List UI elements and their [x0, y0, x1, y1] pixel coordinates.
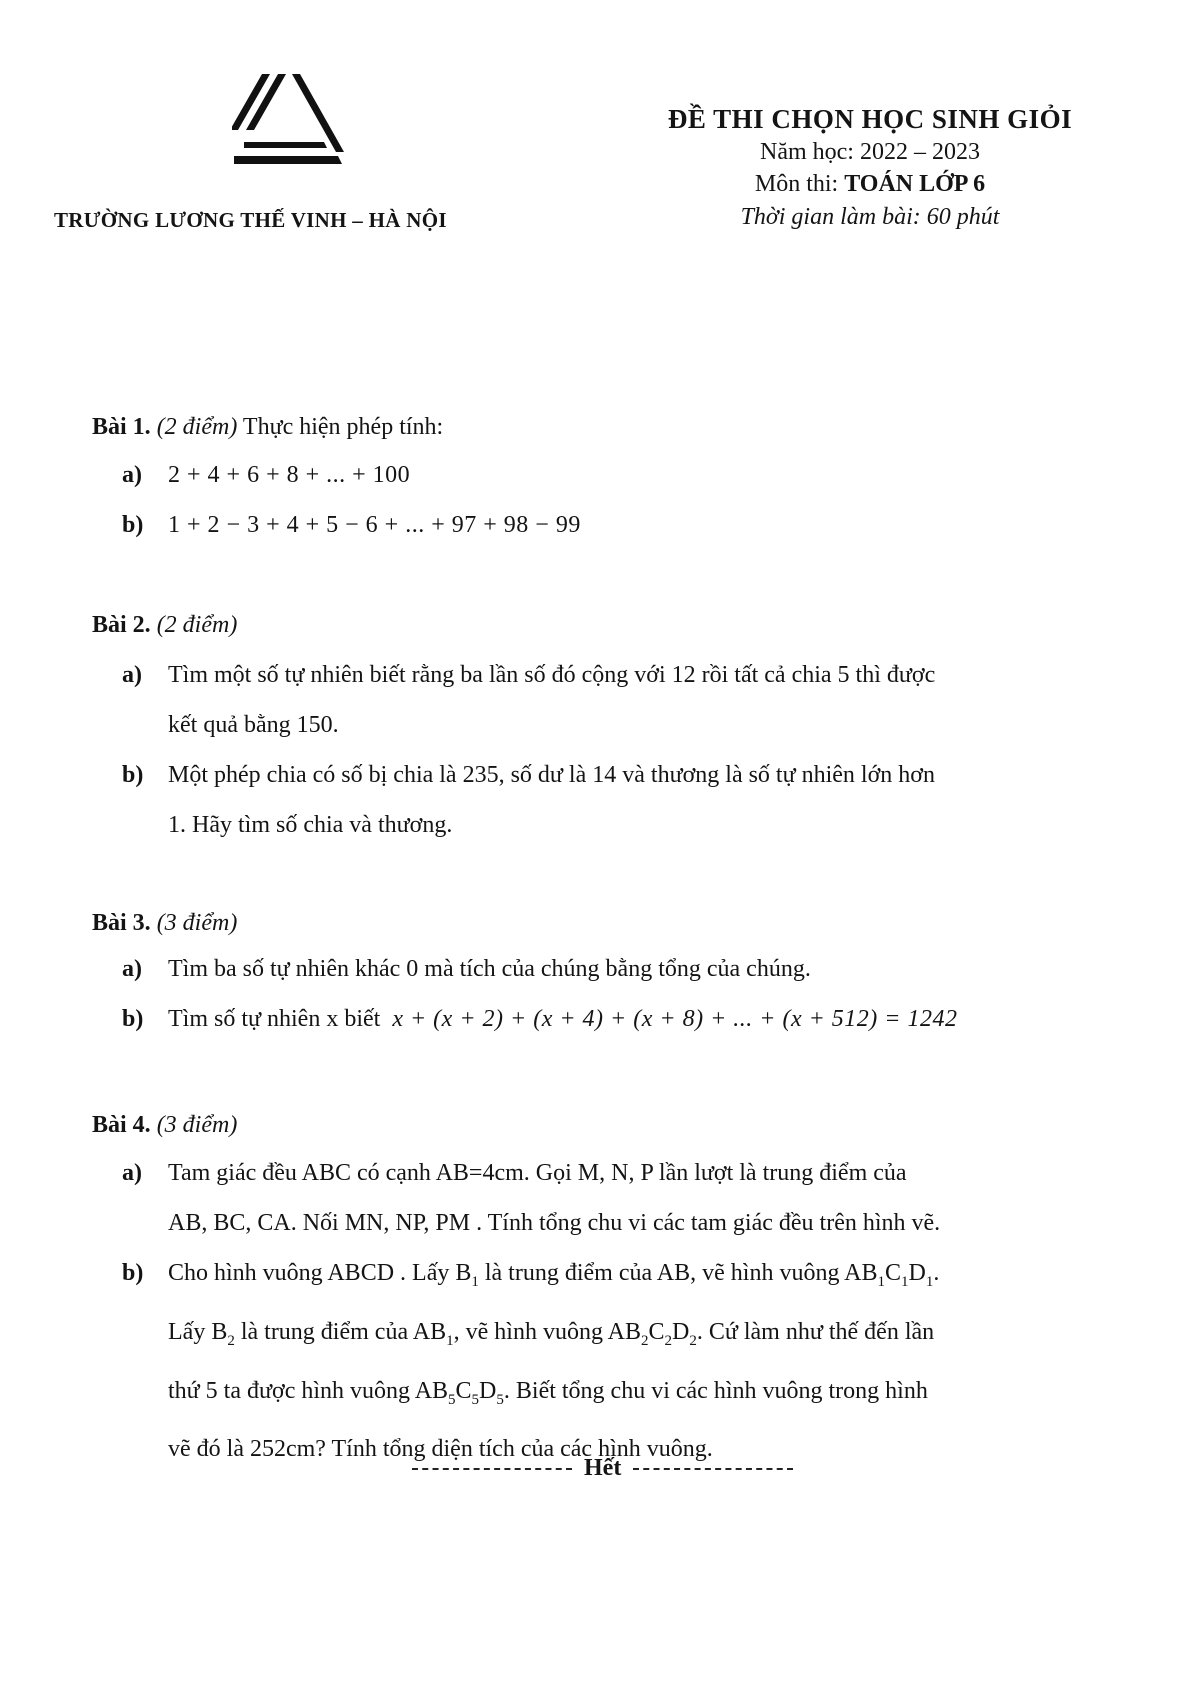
- time-label: Thời gian làm bài:: [740, 204, 921, 230]
- item-text-line-4: vẽ đó là 252cm? Tính tổng diện tích của các hình vuông.: [168, 1436, 713, 1463]
- problem-1-item-b: [92, 500, 1112, 550]
- item-text: Tìm số tự nhiên x biết: [168, 1006, 381, 1032]
- problem-2-item-a: [92, 650, 1112, 750]
- problem-1-item-a: [92, 450, 1112, 500]
- problem-number: Bài 2.: [92, 612, 151, 638]
- item-label: b): [122, 512, 144, 538]
- subject-label: Môn thi:: [754, 171, 839, 197]
- item-text-line-1: Tam giác đều ABC có cạnh AB=4cm. Gọi M, N, P lần lượt là trung điểm của: [168, 1160, 907, 1186]
- problem-3-item-b: [92, 994, 1112, 1044]
- problem-2: [92, 608, 1112, 850]
- subject-value: TOÁN LỚP 6: [844, 171, 986, 197]
- problem-4-item-b: [92, 1248, 1112, 1474]
- problem-points: (2 điểm): [156, 414, 238, 440]
- item-text-line-3: thứ 5 ta được hình vuông $AB_5C_5D_5$. Biết tổng chu vi các hình vuông trong hình: [168, 1377, 928, 1408]
- school-name: TRƯỜNG LƯƠNG THẾ VINH – HÀ NỘI: [54, 208, 447, 232]
- end-marker: [400, 1455, 820, 1482]
- time-value: 60 phút: [926, 204, 1000, 230]
- item-text-line-1: Một phép chia có số bị chia là 235, số dư là 14 và thương là số tự nhiên lớn hơn: [168, 762, 935, 788]
- item-label: a): [122, 462, 142, 488]
- problem-points: (2 điểm): [156, 612, 238, 638]
- problem-3: [92, 906, 1112, 1044]
- problem-4-title: [92, 1108, 1112, 1142]
- problem-2-title: [92, 608, 1112, 642]
- problem-number: Bài 1.: [92, 414, 151, 440]
- problem-instruction: Thực hiện phép tính:: [242, 414, 444, 440]
- divider: [412, 1468, 572, 1470]
- item-label: a): [122, 1160, 142, 1186]
- item-expression: 1 + 2 − 3 + 4 + 5 − 6 + ... + 97 + 98 − 99: [168, 512, 581, 538]
- item-text-line-1: Cho hình vuông ABCD . Lấy $B_1$ là trung điểm của AB, vẽ hình vuông $AB_1C_1D_1$.: [168, 1260, 940, 1290]
- item-text-line-1: Tìm một số tự nhiên biết rằng ba lần số đó cộng với 12 rồi tất cả chia 5 thì được: [168, 662, 936, 688]
- problem-3-item-a: [92, 944, 1112, 994]
- item-label: a): [122, 662, 142, 688]
- exam-header: [640, 102, 1100, 234]
- item-text: Tìm ba số tự nhiên khác 0 mà tích của chúng bằng tổng của chúng.: [168, 956, 811, 982]
- problem-1: [92, 410, 1112, 550]
- subject: [640, 168, 1100, 200]
- item-label: b): [122, 762, 144, 788]
- item-text-line-2: Lấy $B_2$ là trung điểm của $AB_1$, vẽ hình vuông $AB_2C_2D_2$. Cứ làm như thế đến lần: [168, 1318, 935, 1349]
- problem-points: (3 điểm): [156, 1112, 238, 1138]
- item-label: b): [122, 1006, 144, 1032]
- problem-4: [92, 1108, 1112, 1474]
- school-year-label: Năm học:: [760, 139, 854, 165]
- item-text-line-2: kết quả bằng 150.: [168, 712, 339, 738]
- school-year: [640, 136, 1100, 168]
- problem-3-title: [92, 906, 1112, 940]
- item-expression: 2 + 4 + 6 + 8 + ... + 100: [168, 462, 411, 488]
- item-label: a): [122, 956, 142, 982]
- exam-duration: [640, 200, 1100, 234]
- problem-2-item-b: [92, 750, 1112, 850]
- end-label: Hết: [584, 1455, 622, 1481]
- item-label: b): [122, 1260, 144, 1286]
- school-year-value: 2022 – 2023: [859, 139, 980, 165]
- exam-title: ĐỀ THI CHỌN HỌC SINH GIỎI: [667, 104, 1073, 134]
- problem-points: (3 điểm): [156, 910, 238, 936]
- school-logo-icon: [232, 72, 360, 168]
- divider: [633, 1468, 793, 1470]
- item-text-line-2: AB, BC, CA. Nối MN, NP, PM . Tính tổng chu vi các tam giác đều trên hình vẽ.: [168, 1210, 941, 1236]
- item-equation: x + (x + 2) + (x + 4) + (x + 8) + ... + (x + 512) = 1242: [392, 1006, 958, 1032]
- problem-number: Bài 4.: [92, 1112, 151, 1138]
- problem-4-item-a: [92, 1148, 1112, 1248]
- item-text-line-2: 1. Hãy tìm số chia và thương.: [168, 812, 453, 838]
- problem-number: Bài 3.: [92, 910, 151, 936]
- problem-1-title: [92, 410, 1112, 444]
